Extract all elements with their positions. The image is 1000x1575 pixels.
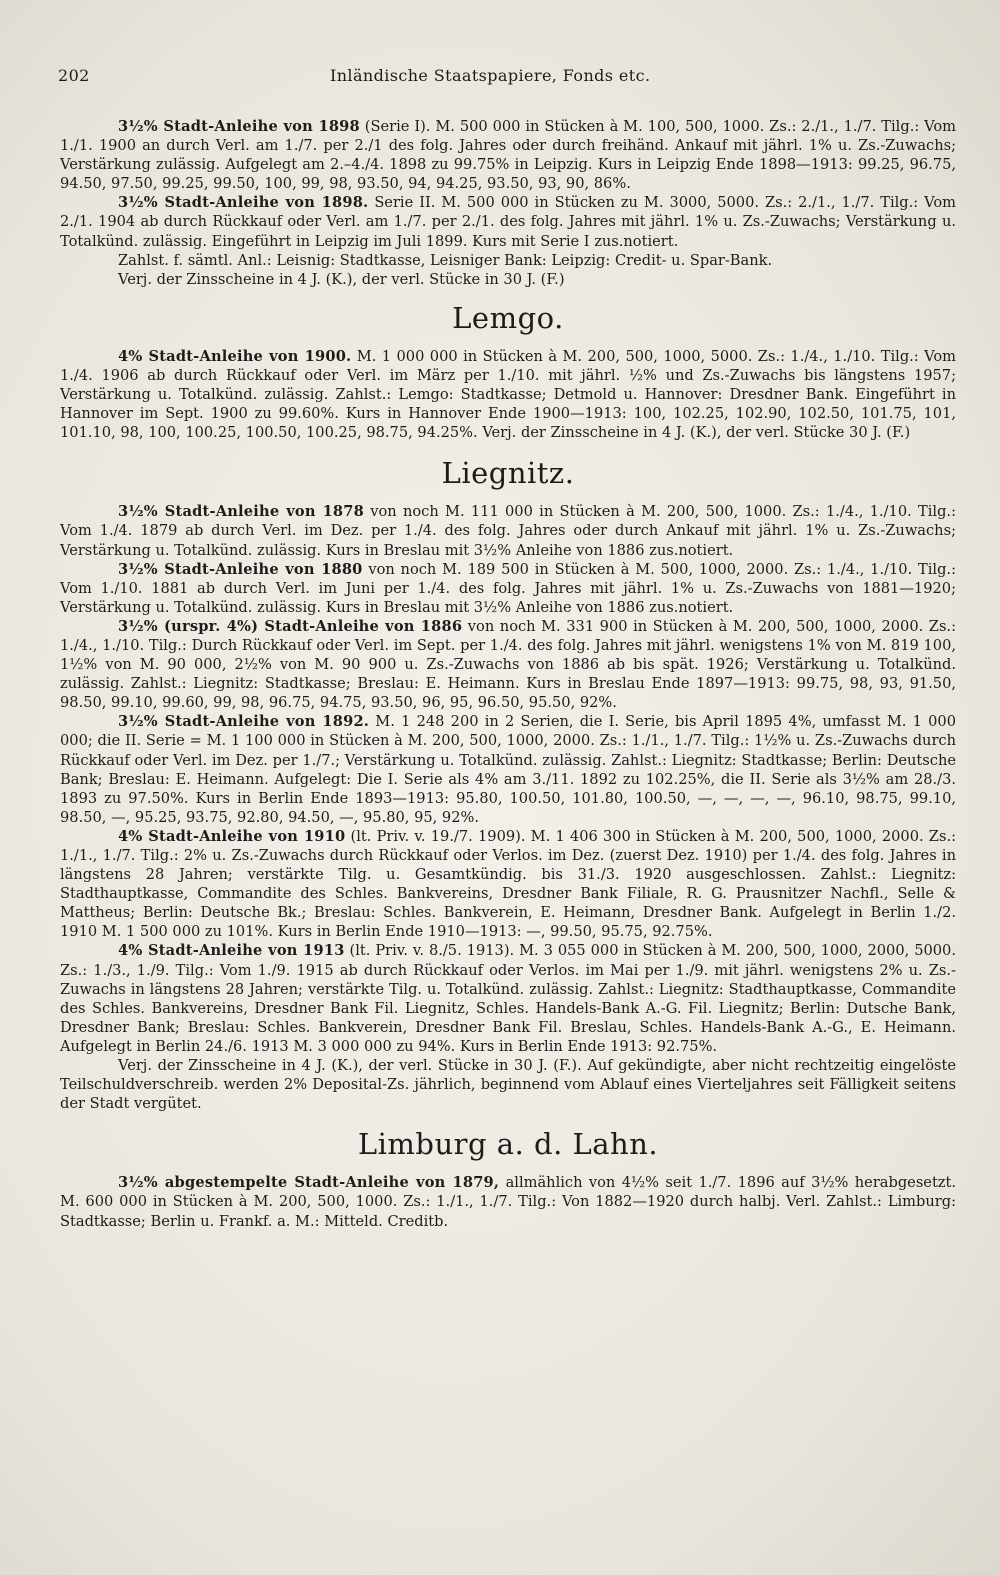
limitation-note: Verj. der Zinsscheine in 4 J. (K.), der verl. Stücke in 30 J. (F.). Auf gekündigte, aber nicht rechtzeitig eingelöste Teilschuldverschreib. werden 2% Deposital-Zs. jährlich, beginnend vom Ablauf eines Vierteljahres seit Fälligkeit seitens der Stadt vergütet. <box>60 1057 956 1113</box>
loan-text: M. 1 000 000 in Stücken à M. 200, 500, 1000, 5000. Zs.: 1./4., 1./10. Tilg.: Vom 1./4. 1906 ab durch Rückkauf oder Verl. im März per 1./10. mit jährl. ½% und Zs.-Zuwachs bis längstens 1957; Verstärkung u. Totalkünd. zulässig. Zahlst.: Lemgo: Stadtkasse; Detmold u. Hannover: Dresdner Bank. Eingeführt in Hannover im Sept. 1900 zu 99.60%. Kurs in Hannover Ende 1900—1913: 100, 102.25, 102.90, 102.50, 101.75, 101, 101.10, 98, 100, 100.25, 100.50, 100.25, 98.75, 94.25%. Verj. der Zinsscheine in 4 J. (K.), der verl. Stücke 30 J. (F.) <box>60 347 956 442</box>
city-heading-lemgo: Lemgo. <box>452 300 564 335</box>
loan-text: Serie II. M. 500 000 in Stücken zu M. 3000, 5000. Zs.: 2./1., 1./7. Tilg.: Vom 2./1. 1904 ab durch Rückkauf oder Verl. am 1./7. per 2./1. des folg. Jahres mit jährl. 1% u. Zs.-Zuwachs; Verstärkung u. Totalkünd. zulässig. Eingeführt in Leipzig im Juli 1899. Kurs mit Serie I zus.notiert. <box>60 194 956 250</box>
loan-entry <box>60 193 956 250</box>
loan-entry <box>60 941 956 1056</box>
loan-title: 3½% Stadt-Anleihe von 1898. <box>118 194 369 212</box>
loan-text: allmählich von 4½% seit 1./7. 1896 auf 3½% herabgesetzt. M. 600 000 in Stücken à M. 200, 500, 1000. Zs.: 1./1., 1./7. Tilg.: Von 1882—1920 durch halbj. Verl. Zahlst.: Limburg: Stadtkasse; Berlin u. Frankf. a. M.: Mitteld. Creditb. <box>60 1174 957 1230</box>
loan-text: (lt. Priv. v. 19./7. 1909). M. 1 406 300 in Stücken à M. 200, 500, 1000, 2000. Zs.: 1./1., 1./7. Tilg.: 2% u. Zs.-Zuwachs durch Rückkauf oder Verlos. im Dez. (zuerst Dez. 1910) per 1./4. des folg. Jahres in längstens 28 Jahren; verstärkte Tilg. u. Gesamtkündig. bis 31./3. 1920 ausgeschlossen. Zahlst.: Liegnitz: Stadthauptkasse, Commandite des Schles. Bankvereins, Dresdner Bank Filiale, R. G. Prausnitzer Nachfl., Selle & Mattheus; Berlin: Deutsche Bk.; Breslau: Schles. Bankverein, E. Heimann, Dresdner Bank. Aufgelegt in Berlin 1./2. 1910 M. 1 500 000 zu 101%. Kurs in Berlin Ende 1910—1913: —, 99.50, 95.75, 92.75%. <box>60 827 956 941</box>
loan-title: 3½% Stadt-Anleihe von 1880 <box>118 560 363 578</box>
loan-entry <box>60 617 956 712</box>
loan-text: (Serie I). M. 500 000 in Stücken à M. 100, 500, 1000. Zs.: 2./1., 1./7. Tilg.: Vom 1./1. 1900 an durch Verl. am 1./7. per 2./1 des folg. Jahres oder durch freihänd. Ankauf mit jährl. 1% u. Zs.-Zuwachs; Verstärkung zulässig. Aufgelegt am 2.–4./4. 1898 zu 99.75% in Leipzig. Kurs in Leipzig Ende 1898—1913: 99.25, 96.75, 94.50, 97.50, 99.25, 99.50, 100, 99, 98, 93.50, 94, 94.25, 93.50, 93, 90, 86%. <box>60 118 956 193</box>
loan-entry <box>60 502 956 559</box>
loan-text: M. 1 248 200 in 2 Serien, die I. Serie, bis April 1895 4%, umfasst M. 1 000 000; die II. Serie = M. 1 100 000 in Stücken à M. 200, 500, 1000, 2000. Zs.: 1./1., 1./7. Tilg.: 1½% u. Zs.-Zuwachs durch Rückkauf oder Verl. im Dez. per 1./7.; Verstärkung u. Totalkünd. zulässig. Zahlst.: Liegnitz: Stadtkasse; Berlin: Deutsche Bank; Breslau: E. Heimann. Aufgelegt: Die I. Serie als 4% am 3./11. 1892 zu 102.25%, die II. Serie als 3½% am 28./3. 1893 zu 97.50%. Kurs in Berlin Ende 1893—1913: 95.80, 100.50, 101.80, 100.50, —, —, —, —, 96.10, 98.75, 99.10, 98.50, —, 95.25, 93.75, 92.80, 94.50, —, 95.80, 95, 92%. <box>60 713 956 826</box>
loan-title: 3½% Stadt-Anleihe von 1878 <box>118 503 364 521</box>
loan-entry <box>60 117 956 193</box>
running-title: Inländische Staatspapiere, Fonds etc. <box>330 66 651 85</box>
city-heading-limburg: Limburg a. d. Lahn. <box>357 1127 659 1162</box>
loan-title: 3½% Stadt-Anleihe von 1898 <box>118 118 360 135</box>
page-number: 202 <box>58 66 90 85</box>
loan-title: 4% Stadt-Anleihe von 1900. <box>118 347 352 365</box>
loan-entry <box>60 712 956 827</box>
loan-entry <box>60 827 956 942</box>
loan-entry <box>60 560 956 617</box>
limitation-note: Verj. der Zinsscheine in 4 J. (K.), der verl. Stücke in 30 J. (F.) <box>118 270 565 288</box>
loan-title: 4% Stadt-Anleihe von 1913 <box>118 942 345 960</box>
page-body <box>60 117 956 1231</box>
loan-title: 3½% Stadt-Anleihe von 1892. <box>118 713 370 731</box>
payment-offices-note: Zahlst. f. sämtl. Anl.: Leisnig: Stadtkasse, Leisniger Bank: Leipzig: Credit- u. Spar-Bank. <box>118 251 773 269</box>
loan-text: (lt. Priv. v. 8./5. 1913). M. 3 055 000 in Stücken à M. 200, 500, 1000, 2000, 5000. Zs.: 1./3., 1./9. Tilg.: Vom 1./9. 1915 ab durch Rückkauf oder Verlos. im Mai per 1./9. mit jährl. wenigstens 2% u. Zs.-Zuwachs in längstens 28 Jahren; verstärkte Tilg. u. Totalkünd. zulässig. Zahlst.: Liegnitz: Stadthauptkasse, Commandite des Schles. Bankvereins, Dresdner Bank Fil. Liegnitz, Schles. Handels-Bank A.-G. Fil. Liegnitz; Berlin: Dutsche Bank, Dresdner Bank; Breslau: Schles. Bankverein, Dresdner Bank Fil. Breslau, Schles. Handels-Bank A.-G., E. Heimann. Aufgelegt in Berlin 24./6. 1913 M. 3 000 000 zu 94%. Kurs in Berlin Ende 1913: 92.75%. <box>60 942 956 1055</box>
loan-text: von noch M. 331 900 in Stücken à M. 200, 500, 1000, 2000. Zs.: 1./4., 1./10. Tilg.: Durch Rückkauf oder Verl. im Sept. per 1./4. des folg. Jahres mit jährl. wenigstens 1% von M. 819 100, 1½% von M. 90 000, 2½% von M. 90 900 u. Zs.-Zuwachs von 1886 ab bis spät. 1926; Verstärkung u. Totalkünd. zulässig. Zahlst.: Liegnitz: Stadtkasse; Breslau: E. Heimann. Kurs in Breslau Ende 1897—1913: 99.75, 98, 93, 91.50, 98.50, 99.10, 99.60, 99, 98, 96.75, 94.75, 93.50, 96, 95, 96.50, 95.50, 92%. <box>60 617 956 712</box>
loan-text: von noch M. 111 000 in Stücken à M. 200, 500, 1000. Zs.: 1./4., 1./10. Tilg.: Vom 1./4. 1879 ab durch Verl. im Dez. per 1./4. des folg. Jahres oder durch Ankauf mit jährl. 1% u. Zs.-Zuwachs; Verstärkung u. Totalkünd. zulässig. Kurs in Breslau mit 3½% Anleihe von 1886 zus.notiert. <box>60 503 956 559</box>
loan-entry <box>60 1173 956 1230</box>
loan-entry <box>60 347 956 442</box>
loan-title: 3½% abgestempelte Stadt-Anleihe von 1879, <box>118 1174 500 1192</box>
loan-text: von noch M. 189 500 in Stücken à M. 500, 1000, 2000. Zs.: 1./4., 1./10. Tilg.: Vom 1./10. 1881 ab durch Verl. im Juni per 1./4. des folg. Jahres mit jährl. 1% u. Zs.-Zuwachs von 1881—1920; Verstärkung u. Totalkünd. zulässig. Kurs in Breslau mit 3½% Anleihe von 1886 zus.notiert. <box>60 560 956 616</box>
city-heading-liegnitz: Liegnitz. <box>441 456 575 491</box>
page-header <box>58 66 958 88</box>
loan-title: 4% Stadt-Anleihe von 1910 <box>118 827 346 845</box>
loan-title: 3½% (urspr. 4%) Stadt-Anleihe von 1886 <box>118 617 463 635</box>
